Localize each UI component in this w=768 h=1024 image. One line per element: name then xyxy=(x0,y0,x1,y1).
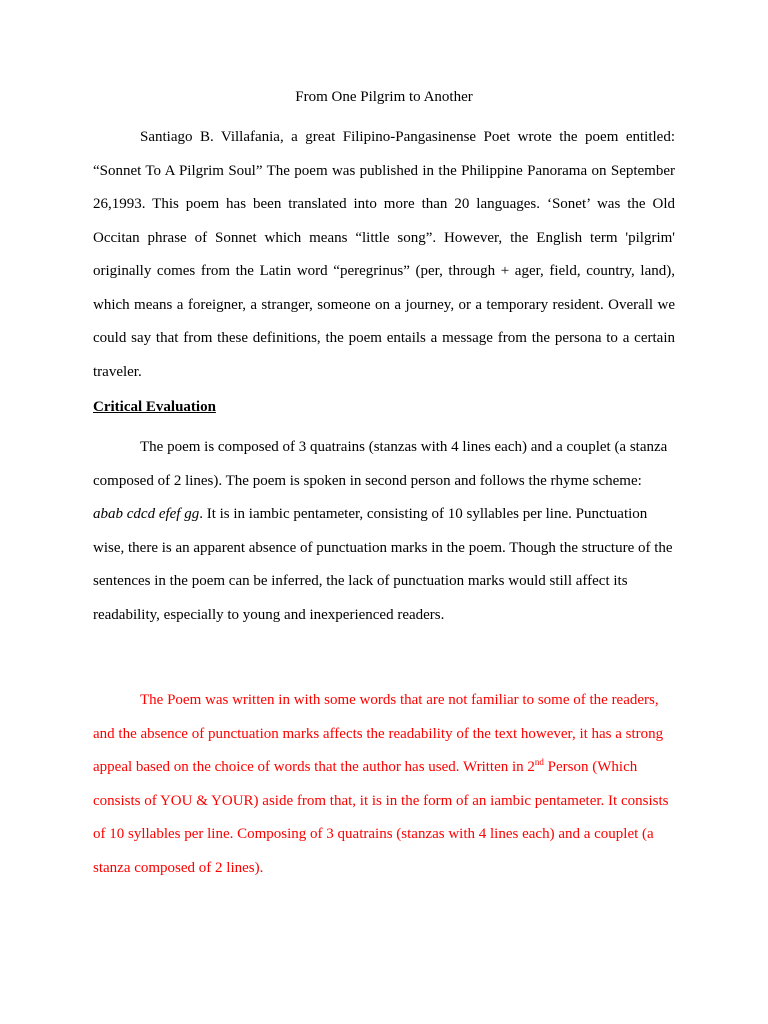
ordinal-superscript: nd xyxy=(534,757,544,767)
comment-paragraph xyxy=(93,684,675,885)
comment-text-part2: Person (Which consists of YOU & YOUR) aside from that, it is in the form of an iambic pentameter. It consists of 10 syllables per line. Composing of 3 quatrains (stanzas with 4 lines each) and a couplet (a stanza composed of 2 lines). xyxy=(93,759,669,876)
rhyme-scheme: abab cdcd efef gg xyxy=(93,506,200,522)
document-title: From One Pilgrim to Another xyxy=(295,89,473,105)
evaluation-text-part1: The poem is composed of 3 quatrains (stanzas with 4 lines each) and a couplet (a stanza composed of 2 lines). The poem is spoken in second person and follows the rhyme scheme: xyxy=(93,439,668,489)
evaluation-paragraph xyxy=(93,431,675,632)
paragraph-spacer xyxy=(93,632,675,684)
section-heading-critical-evaluation: Critical Evaluation xyxy=(93,399,216,415)
evaluation-text-part2: . It is in iambic pentameter, consisting of 10 syllables per line. Punctuation wise, there is an apparent absence of punctuation marks in the poem. Though the structure of the sentences in the poem can be inferred, the lack of punctuation marks would still affect its readability, especially to young and inexperienced readers. xyxy=(93,506,673,623)
comment-text-part1: The Poem was written in with some words that are not familiar to some of the readers, and the absence of punctuation marks affects the readability of the text however, it has a strong appeal based on the choice of words that the author has used. Written in 2 xyxy=(93,692,664,775)
intro-paragraph: Santiago B. Villafania, a great Filipino-Pangasinense Poet wrote the poem entitled: “Sonnet To A Pilgrim Soul” The poem was published in the Philippine Panorama on September 26,1993. This poem has been translated into more than 20 languages. ‘Sonet’ was the Old Occitan phrase of Sonnet which means “little song”. However, the English term 'pilgrim' originally comes from the Latin word “peregrinus” (per, through + ager, field, country, land), which means a foreigner, a stranger, someone on a journey, or a temporary resident. Overall we could say that from these definitions, the poem entails a message from the persona to a certain traveler. xyxy=(93,129,675,380)
